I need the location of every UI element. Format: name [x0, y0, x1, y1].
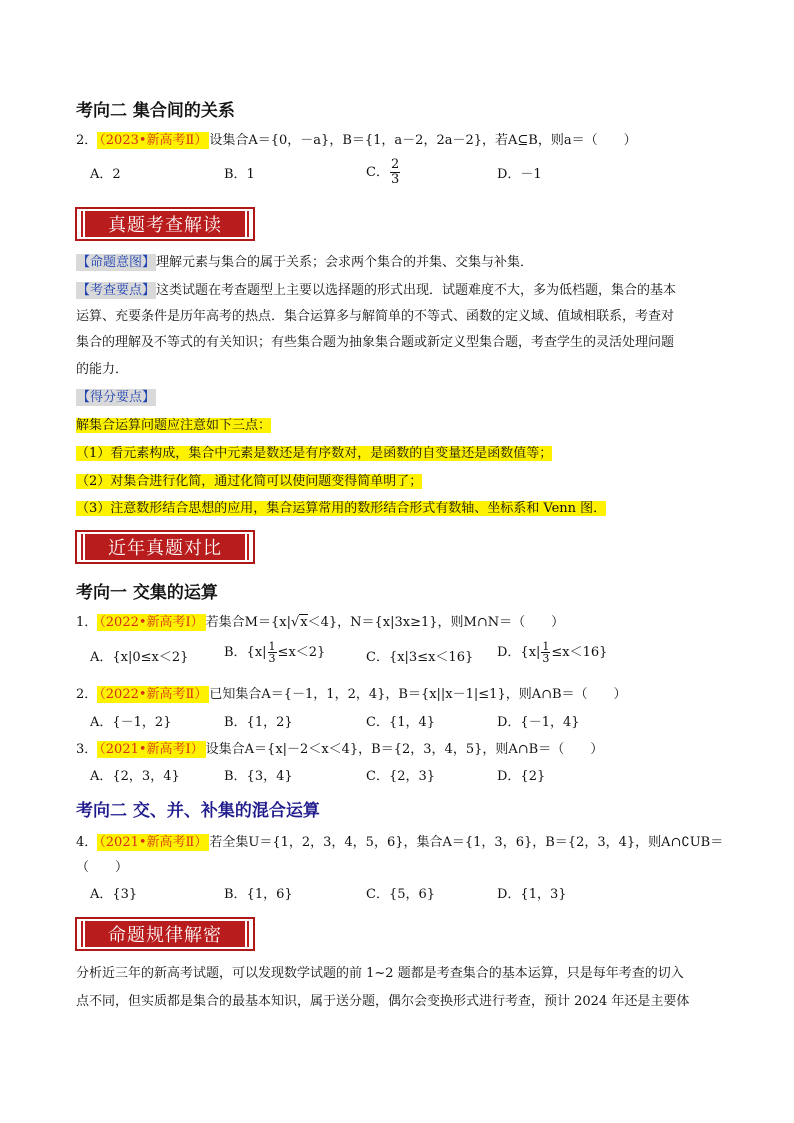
- banner-pattern-analysis: [75, 917, 255, 951]
- source-tag: （2023•新高考Ⅱ）: [99, 133, 208, 148]
- option-d[interactable]: D．{－1，4}: [497, 715, 580, 730]
- option-a[interactable]: A．{x|0≤x＜2}: [90, 650, 189, 665]
- option-b[interactable]: B．{3，4}: [224, 769, 293, 784]
- source-tag: （2021•新高考Ⅱ）: [99, 835, 208, 850]
- question-1-stem: 1． （2022•新高考Ⅰ） 若集合M＝{x|√x＜4}，N＝{x|3x≥1}，则M∩N＝（ ）: [76, 615, 565, 630]
- option-a[interactable]: A．{－1，2}: [90, 715, 172, 730]
- key-points-line: 集合的理解及不等式的有关知识；有些集合题为抽象集合题或新定义型集合题，考查学生的灵活处理问题: [76, 335, 675, 350]
- fraction: [268, 641, 277, 664]
- question-text: 已知集合A＝{－1，1，2，4}，B＝{x||x－1|≤1}，则A∩B＝（ ）: [209, 687, 627, 702]
- key-points-line: 的能力．: [76, 362, 129, 377]
- question-2-stem: [76, 131, 637, 151]
- option-c[interactable]: C．{5，6}: [366, 887, 436, 902]
- question-number: 3．: [76, 742, 98, 757]
- scoring-intro: [76, 413, 271, 439]
- highlighted-text: （2）对集合进行化简，通过化简可以使问题变得简单明了；: [76, 474, 423, 489]
- fraction-denominator: 3: [390, 172, 400, 187]
- key-points-line: [76, 278, 676, 304]
- key-points-text: 这类试题在考查题型上主要以选择题的形式出现．试题难度不大，多为低档题，集合的基本: [156, 283, 677, 298]
- fraction: [390, 158, 400, 187]
- option-b[interactable]: B．{1，6}: [224, 887, 293, 902]
- option-text: D．{x|: [497, 645, 541, 660]
- scoring-point-1: [76, 441, 552, 467]
- fraction: [541, 641, 550, 664]
- sqrt-radicand: x: [300, 615, 308, 630]
- question-number: 1．: [76, 615, 98, 630]
- scoring-point-2: [76, 469, 422, 495]
- label-key-points: 【考查要点】: [77, 283, 156, 298]
- question-text: 若全集U＝{1，2，3，4，5，6}，集合A＝{1，3，6}，B＝{2，3，4}，则A∩∁UB＝: [209, 835, 724, 850]
- source-tag: （2021•新高考Ⅰ）: [99, 742, 204, 757]
- source-tag: （2022•新高考Ⅰ）: [99, 615, 204, 630]
- scoring-label: [76, 385, 156, 411]
- conclusion-line: 点不同，但实质都是集合的最基本知识，属于送分题，偶尔会变换形式进行考查，预计 2024 年还是主要体: [76, 994, 690, 1009]
- intent-text: 理解元素与集合的属于关系；会求两个集合的并集、交集与补集．: [156, 255, 534, 270]
- answer-paren: （ ）: [76, 860, 129, 875]
- option-text: B．{x|: [224, 645, 267, 660]
- highlighted-text: （1）看元素构成，集合中元素是数还是有序数对，是函数的自变量还是函数值等；: [76, 446, 553, 461]
- option-c[interactable]: C．{2，3}: [366, 769, 436, 784]
- question-text: 设集合A＝{0，－a}，B＝{1，a－2，2a－2}，若A⊆B，则a＝（ ）: [209, 133, 637, 148]
- label-intent: 【命题意图】: [77, 255, 156, 270]
- banner-title: 近年真题对比: [79, 534, 251, 560]
- key-points-line: 运算、充要条件是历年高考的热点．集合运算多与解简单的不等式、函数的定义域、值域相联系，考查对: [76, 309, 675, 324]
- fraction-denominator: 3: [542, 652, 550, 665]
- option-b[interactable]: B．{1，2}: [224, 715, 293, 730]
- question-4-stem: [76, 833, 723, 853]
- label-scoring: 【得分要点】: [77, 390, 156, 405]
- option-d[interactable]: D．{1，3}: [497, 887, 567, 902]
- question-number: 4．: [76, 835, 98, 850]
- option-label: C．: [366, 165, 389, 180]
- section-heading: 考向二 集合间的关系: [76, 101, 235, 121]
- banner-title: 真题考查解读: [79, 211, 251, 237]
- fraction-numerator: 2: [390, 157, 400, 172]
- fraction-numerator: 1: [268, 640, 276, 653]
- question-3-stem: [76, 740, 603, 760]
- option-a[interactable]: A．2: [90, 167, 121, 182]
- question-text: 若集合M＝{x|: [205, 615, 291, 630]
- question-text: 设集合A＝{x|－2＜x＜4}，B＝{2，3，4，5}，则A∩B＝（ ）: [205, 742, 604, 757]
- source-tag: （2022•新高考Ⅱ）: [99, 687, 208, 702]
- option-d[interactable]: [497, 641, 607, 664]
- highlighted-text: （3）注意数形结合思想的应用，集合运算常用的数形结合形式有数轴、坐标系和: [76, 501, 540, 516]
- banner-past-exams: [75, 530, 255, 564]
- option-c[interactable]: C．{1，4}: [366, 715, 436, 730]
- option-b[interactable]: B．1: [224, 167, 255, 182]
- banner-exam-analysis: [75, 207, 255, 241]
- conclusion-line: 分析近三年的新高考试题，可以发现数学试题的前 1~2 题都是考查集合的基本运算，只是每年考查的切入: [76, 966, 684, 981]
- option-a[interactable]: A．{2，3，4}: [90, 769, 180, 784]
- option-c[interactable]: C．{x|3≤x＜16}: [366, 650, 474, 665]
- scoring-point-3: [76, 496, 606, 522]
- question-number: 2．: [76, 133, 98, 148]
- proposition-intent: [76, 250, 533, 276]
- question-number: 2．: [76, 687, 98, 702]
- option-d[interactable]: D．{2}: [497, 769, 546, 784]
- option-c[interactable]: [366, 158, 401, 187]
- question-text: ＜4}，N＝{x|3x≥1}，则M∩N＝（ ）: [307, 615, 565, 630]
- section-heading: 考向一 交集的运算: [76, 583, 218, 603]
- banner-title: 命题规律解密: [79, 921, 251, 947]
- option-a[interactable]: A．{3}: [90, 887, 138, 902]
- option-text: ≤x＜16}: [551, 645, 608, 660]
- highlighted-text: 解集合运算问题应注意如下三点：: [76, 418, 272, 433]
- question-2-stem: [76, 685, 627, 705]
- fraction-numerator: 1: [542, 640, 550, 653]
- section-heading: 考向二 交、并、补集的混合运算: [76, 801, 320, 821]
- option-d[interactable]: D．－1: [497, 167, 542, 182]
- option-text: ≤x＜2}: [277, 645, 326, 660]
- fraction-denominator: 3: [268, 652, 276, 665]
- option-b[interactable]: [224, 641, 325, 664]
- highlighted-text: Venn 图．: [539, 501, 607, 516]
